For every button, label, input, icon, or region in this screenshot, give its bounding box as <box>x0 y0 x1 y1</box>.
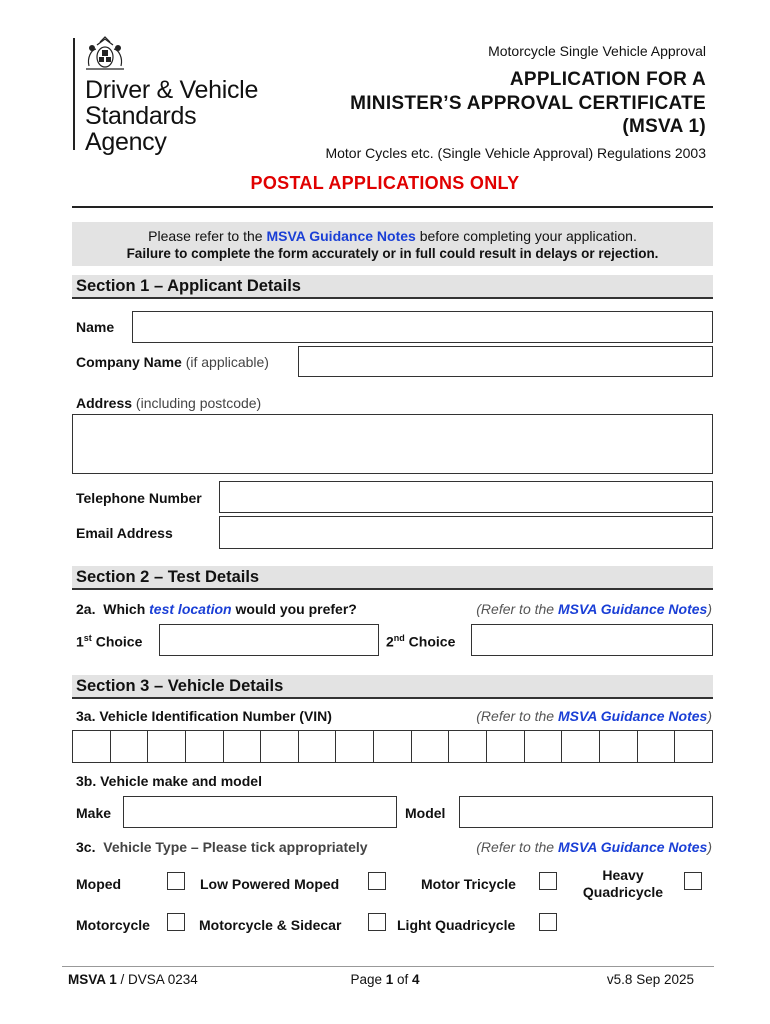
regulations-text: Motor Cycles etc. (Single Vehicle Approval) Regulations 2003 <box>325 145 706 161</box>
make-label: Make <box>76 805 112 821</box>
vehicle-type-guidance-link[interactable]: MSVA Guidance Notes <box>557 839 708 855</box>
model-field[interactable] <box>459 796 713 828</box>
vin-cell[interactable] <box>449 731 487 762</box>
make-model-label: 3b. Vehicle make and model <box>76 773 262 789</box>
type-motorcycle-label: Motorcycle <box>76 917 150 933</box>
vehicle-type-guidance-ref <box>476 839 712 855</box>
type-heavy-quadricycle-checkbox[interactable] <box>684 872 702 890</box>
guidance-notice <box>72 222 713 266</box>
section-3-title: Section 3 – Vehicle Details <box>76 677 284 695</box>
form-code-bold: MSVA 1 <box>68 972 117 987</box>
section-2-title: Section 2 – Test Details <box>76 568 260 586</box>
section2-guidance-ref <box>476 601 712 617</box>
test-location-question <box>76 601 357 617</box>
vin-cell[interactable] <box>111 731 149 762</box>
question-number-2a: 2a. <box>76 601 96 617</box>
vin-cell[interactable] <box>487 731 525 762</box>
company-field[interactable] <box>298 346 713 377</box>
form-title-line-3: (MSVA 1) <box>622 116 706 137</box>
vin-cell[interactable] <box>638 731 676 762</box>
type-low-powered-moped-checkbox[interactable] <box>368 872 386 890</box>
company-label <box>76 354 269 370</box>
address-label-text: Address <box>76 395 133 411</box>
agency-name-line-2: Standards <box>85 102 197 130</box>
type-light-quadricycle-label: Light Quadricycle <box>397 917 516 933</box>
address-field[interactable] <box>72 414 713 474</box>
first-choice-sup: st <box>83 633 92 643</box>
model-label: Model <box>405 805 446 821</box>
section-1-header <box>72 275 713 299</box>
vin-cell[interactable] <box>675 731 712 762</box>
section2-guidance-link[interactable]: MSVA Guidance Notes <box>557 601 708 617</box>
form-title <box>350 68 706 139</box>
second-choice-word: Choice <box>404 633 456 650</box>
vin-cell[interactable] <box>261 731 299 762</box>
postal-notice: POSTAL APPLICATIONS ONLY <box>250 173 520 193</box>
type-motor-tricycle-checkbox[interactable] <box>539 872 557 890</box>
royal-crest-icon <box>82 36 128 72</box>
telephone-field[interactable] <box>219 481 713 513</box>
first-choice-word: Choice <box>91 633 143 650</box>
second-choice-label <box>386 633 455 650</box>
telephone-label: Telephone Number <box>76 490 202 506</box>
vin-cell[interactable] <box>299 731 337 762</box>
type-motorcycle-sidecar-checkbox[interactable] <box>368 913 386 931</box>
agency-name-line-1: Driver & Vehicle <box>85 76 259 104</box>
vehicle-type-label <box>76 839 368 855</box>
company-hint: (if applicable) <box>185 354 269 370</box>
vin-cell[interactable] <box>600 731 638 762</box>
first-choice-field[interactable] <box>159 624 379 656</box>
first-choice-num: 1 <box>76 633 84 650</box>
vin-label: 3a. Vehicle Identification Number (VIN) <box>76 708 332 724</box>
question-number-3c: 3c. <box>76 839 96 855</box>
vin-cell[interactable] <box>224 731 262 762</box>
email-field[interactable] <box>219 516 713 549</box>
form-code-rest: / DVSA 0234 <box>116 972 198 987</box>
second-choice-field[interactable] <box>471 624 713 656</box>
second-choice-sup: nd <box>393 633 405 643</box>
form-title-line-2: MINISTER’S APPROVAL CERTIFICATE <box>350 92 706 114</box>
section3-guidance-ref <box>476 708 712 724</box>
vin-cell[interactable] <box>186 731 224 762</box>
ref-text: (Refer to the <box>476 708 558 724</box>
section-3-header <box>72 675 713 699</box>
address-label <box>76 395 261 411</box>
ref-text-end: ) <box>707 601 712 617</box>
page-current: 1 <box>385 972 394 987</box>
form-subtitle: Motorcycle Single Vehicle Approval <box>488 43 706 59</box>
question-text-end: would you prefer? <box>231 601 357 617</box>
vin-input-grid[interactable] <box>72 730 713 763</box>
vin-cell[interactable] <box>412 731 450 762</box>
type-motor-tricycle-label: Motor Tricycle <box>421 876 516 892</box>
page-total: 4 <box>412 972 420 987</box>
footer-divider <box>62 966 714 967</box>
type-motorcycle-sidecar-label: Motorcycle & Sidecar <box>199 917 342 933</box>
agency-name-line-3: Agency <box>85 128 167 156</box>
ref-text: (Refer to the <box>476 839 558 855</box>
vin-cell[interactable] <box>562 731 600 762</box>
email-label: Email Address <box>76 525 173 541</box>
name-label: Name <box>76 319 115 335</box>
ref-text: (Refer to the <box>476 601 558 617</box>
page-label: Page <box>350 972 386 987</box>
vin-cell[interactable] <box>374 731 412 762</box>
question-text: Which <box>103 601 150 617</box>
address-hint: (including postcode) <box>135 395 262 411</box>
vin-guidance-link[interactable]: MSVA Guidance Notes <box>557 708 708 724</box>
type-motorcycle-checkbox[interactable] <box>167 913 185 931</box>
agency-logo-text <box>85 77 258 155</box>
type-moped-checkbox[interactable] <box>167 872 185 890</box>
notice-warning: Failure to complete the form accurately or in full could result in delays or rejection. <box>126 246 659 261</box>
vin-cell[interactable] <box>336 731 374 762</box>
notice-text-end: before completing your application. <box>415 228 637 244</box>
guidance-notes-link[interactable]: MSVA Guidance Notes <box>266 228 416 244</box>
vin-cell[interactable] <box>525 731 563 762</box>
company-label-text: Company Name <box>76 354 182 370</box>
type-heavy-quadricycle-label <box>579 867 667 901</box>
ref-text-end: ) <box>707 708 712 724</box>
version-label: v5.8 Sep 2025 <box>606 972 694 987</box>
name-field[interactable] <box>132 311 713 343</box>
second-choice-num: 2 <box>386 633 394 650</box>
form-title-line-1: APPLICATION FOR A <box>509 69 706 90</box>
notice-text: Please refer to the <box>148 228 267 244</box>
vin-cell[interactable] <box>73 731 111 762</box>
ref-text-end: ) <box>707 839 712 855</box>
test-location-link[interactable]: test location <box>149 601 232 617</box>
make-field[interactable] <box>123 796 397 828</box>
heavy-quadricycle-line-2: Quadricycle <box>582 884 664 900</box>
header-divider <box>72 206 713 208</box>
first-choice-label <box>76 633 142 650</box>
vehicle-type-text: Vehicle Type – Please tick appropriately <box>103 839 368 855</box>
type-low-powered-moped-label: Low Powered Moped <box>200 876 340 892</box>
type-light-quadricycle-checkbox[interactable] <box>539 913 557 931</box>
section-1-title: Section 1 – Applicant Details <box>76 277 301 295</box>
logo-divider <box>73 38 75 150</box>
section-2-header <box>72 566 713 590</box>
heavy-quadricycle-line-1: Heavy <box>602 867 644 883</box>
type-moped-label: Moped <box>76 876 122 892</box>
vin-cell[interactable] <box>148 731 186 762</box>
page-of: of <box>393 972 413 987</box>
